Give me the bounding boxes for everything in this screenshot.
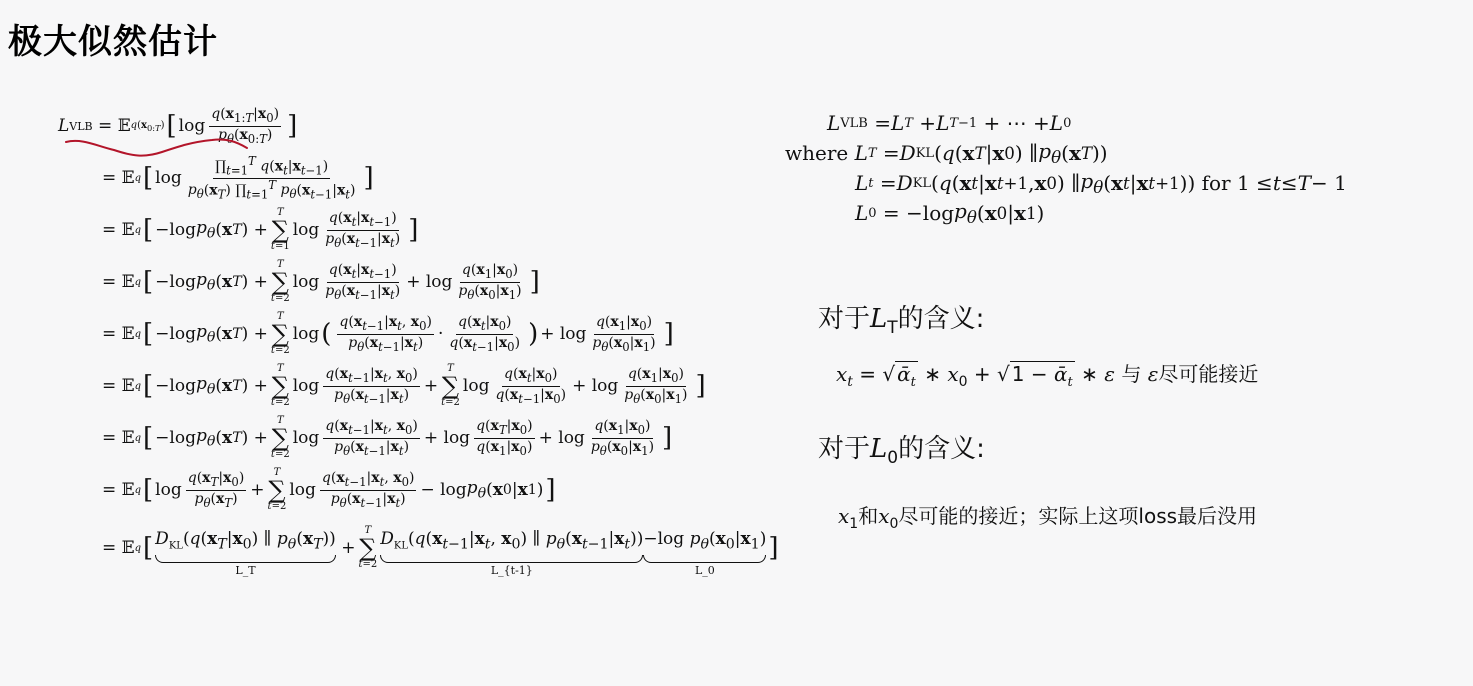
equation-line-1: L VLB = 𝔼 $q(x_{0:T})$ [ log $\frac{q(x_{1:T}|x_0)}{p_\theta(x_{0:T})}$ ] <box>58 106 298 146</box>
derivation-block <box>58 100 779 580</box>
definition-line-2: where L T = D KL ( q ( x T | x 0 ) ∥ $p_\theta$ ( x T )) <box>785 139 1108 167</box>
underbrace-l0: −log $p_\theta(x_0|x_1)$ L_0 <box>643 529 767 577</box>
lt-meaning-heading: 对于$L_T$的含义: <box>818 304 985 339</box>
definition-line-3: L t = D KL ( q ( x t | x t+1 , x 0 ) ∥ $p_\theta$ ( x t | x t+1 )) for 1 ≤ t ≤ T − 1 <box>855 169 1347 197</box>
equation-line-3: = 𝔼 q [ −log $p_\theta$ ( x T ) + T ∑ t=1 log $\frac{q(x_t|x_{t-1})}{p_\theta(x_{t-1}|x_t)}$ ] <box>102 207 419 252</box>
definition-line-4: L 0 = −log $p_\theta$ ( x 0 | x 1 ) <box>855 199 1045 227</box>
underbrace-ltm1: $D_{KL}(q(x_{t-1}|x_t$, $x_0$) ∥ $p_\theta(x_{t-1}|x_t)$) L_{t-1} <box>380 529 644 577</box>
equation-line-7: = 𝔼 q [ −log $p_\theta$ ( x T ) + T ∑ t=2 log $\frac{q(x_{t-1}|x_t, x_0)}{p_\theta(x_{t-1}|x_t)}$ + log $\frac{q(x_T|x_0)}{q(x_1|x_0)}$ + log $\frac{q(x_1|x_0)}{p_\theta(x_0|x_1)}$ ] <box>102 415 673 460</box>
underbrace-lt: $D_{KL}(q(x_T|x_0)$ ∥ $p_\theta(x_T)$) L_T <box>155 529 336 577</box>
equation-line-8: = 𝔼 q [ log $\frac{q(x_T|x_0)}{p_\theta(x_T)}$ + T ∑ t=2 log $\frac{q(x_{t-1}|x_t, x_0)}{p_\theta(x_{t-1}|x_t)}$ − log $p_\theta$ ( x 0 | x 1 ) ] <box>102 467 556 512</box>
definition-line-1: L VLB = L T + L T−1 + ⋯ + L 0 <box>827 111 1072 135</box>
equation-line-9: = 𝔼 q [ $D_{KL}(q(x_T|x_0)$ ∥ $p_\theta(x_T)$) L_T + T ∑ t=2 $D_{KL}(q(x_{t-1}|x_t$, $x_0$) ∥ $p_\theta(x_{t-1}|x_t)$) L_{t-1} −log $p_\theta(x_0|x_1)$ L_0 ] <box>102 525 779 577</box>
equation-line-4: = 𝔼 q [ −log $p_\theta$ ( x T ) + T ∑ t=2 log $\frac{q(x_t|x_{t-1})}{p_\theta(x_{t-1}|x_t)}$ + log $\frac{q(x_1|x_0)}{p_\theta(x_0|x_1)}$ ] <box>102 259 540 304</box>
equation-line-5: = 𝔼 q [ −log $p_\theta$ ( x T ) + T ∑ t=2 log ( $\frac{q(x_{t-1}|x_t, x_0)}{p_\theta(x_{t-1}|x_t)}$ · $\frac{q(x_t|x_0)}{q(x_{t-1}|x_0)}$ ) + log $\frac{q(x_1|x_0)}{p_\theta(x_0|x_1)}$ ] <box>102 311 674 356</box>
l0-meaning-heading: 对于$L_0$的含义: <box>818 434 985 469</box>
handwritten-underline-annotation <box>62 128 252 168</box>
lt-meaning-formula: $x_t$ = √ ᾱ$_t$ ∗ $x_0$ + √ 1 − ᾱ$_t$ ∗ ε 与 ε尽可能接近 <box>836 362 1259 390</box>
l0-meaning-note: $x_1$和$x_0$尽可能的接近；实际上这项loss最后没用 <box>838 504 1258 532</box>
equation-line-6: = 𝔼 q [ −log $p_\theta$ ( x T ) + T ∑ t=2 log $\frac{q(x_{t-1}|x_t, x_0)}{p_\theta(x_{t-1}|x_t)}$ + T ∑ t=2 log $\frac{q(x_t|x_0)}{q(x_{t-1}|x_0)}$ + log $\frac{q(x_1|x_0)}{p_\theta(x_0|x_1)}$ ] <box>102 363 706 408</box>
equation-line-2: = 𝔼 q [ log $\frac{\prod_{t=1}^T q(x_t|x_{t-1})}{p_\theta(x_T) \prod_{t=1}^T p_\theta(x_{t-1}|x_t)}$ ] <box>102 153 374 201</box>
page-title: 极大似然估计 <box>8 22 218 62</box>
loss-definitions <box>785 108 1465 228</box>
